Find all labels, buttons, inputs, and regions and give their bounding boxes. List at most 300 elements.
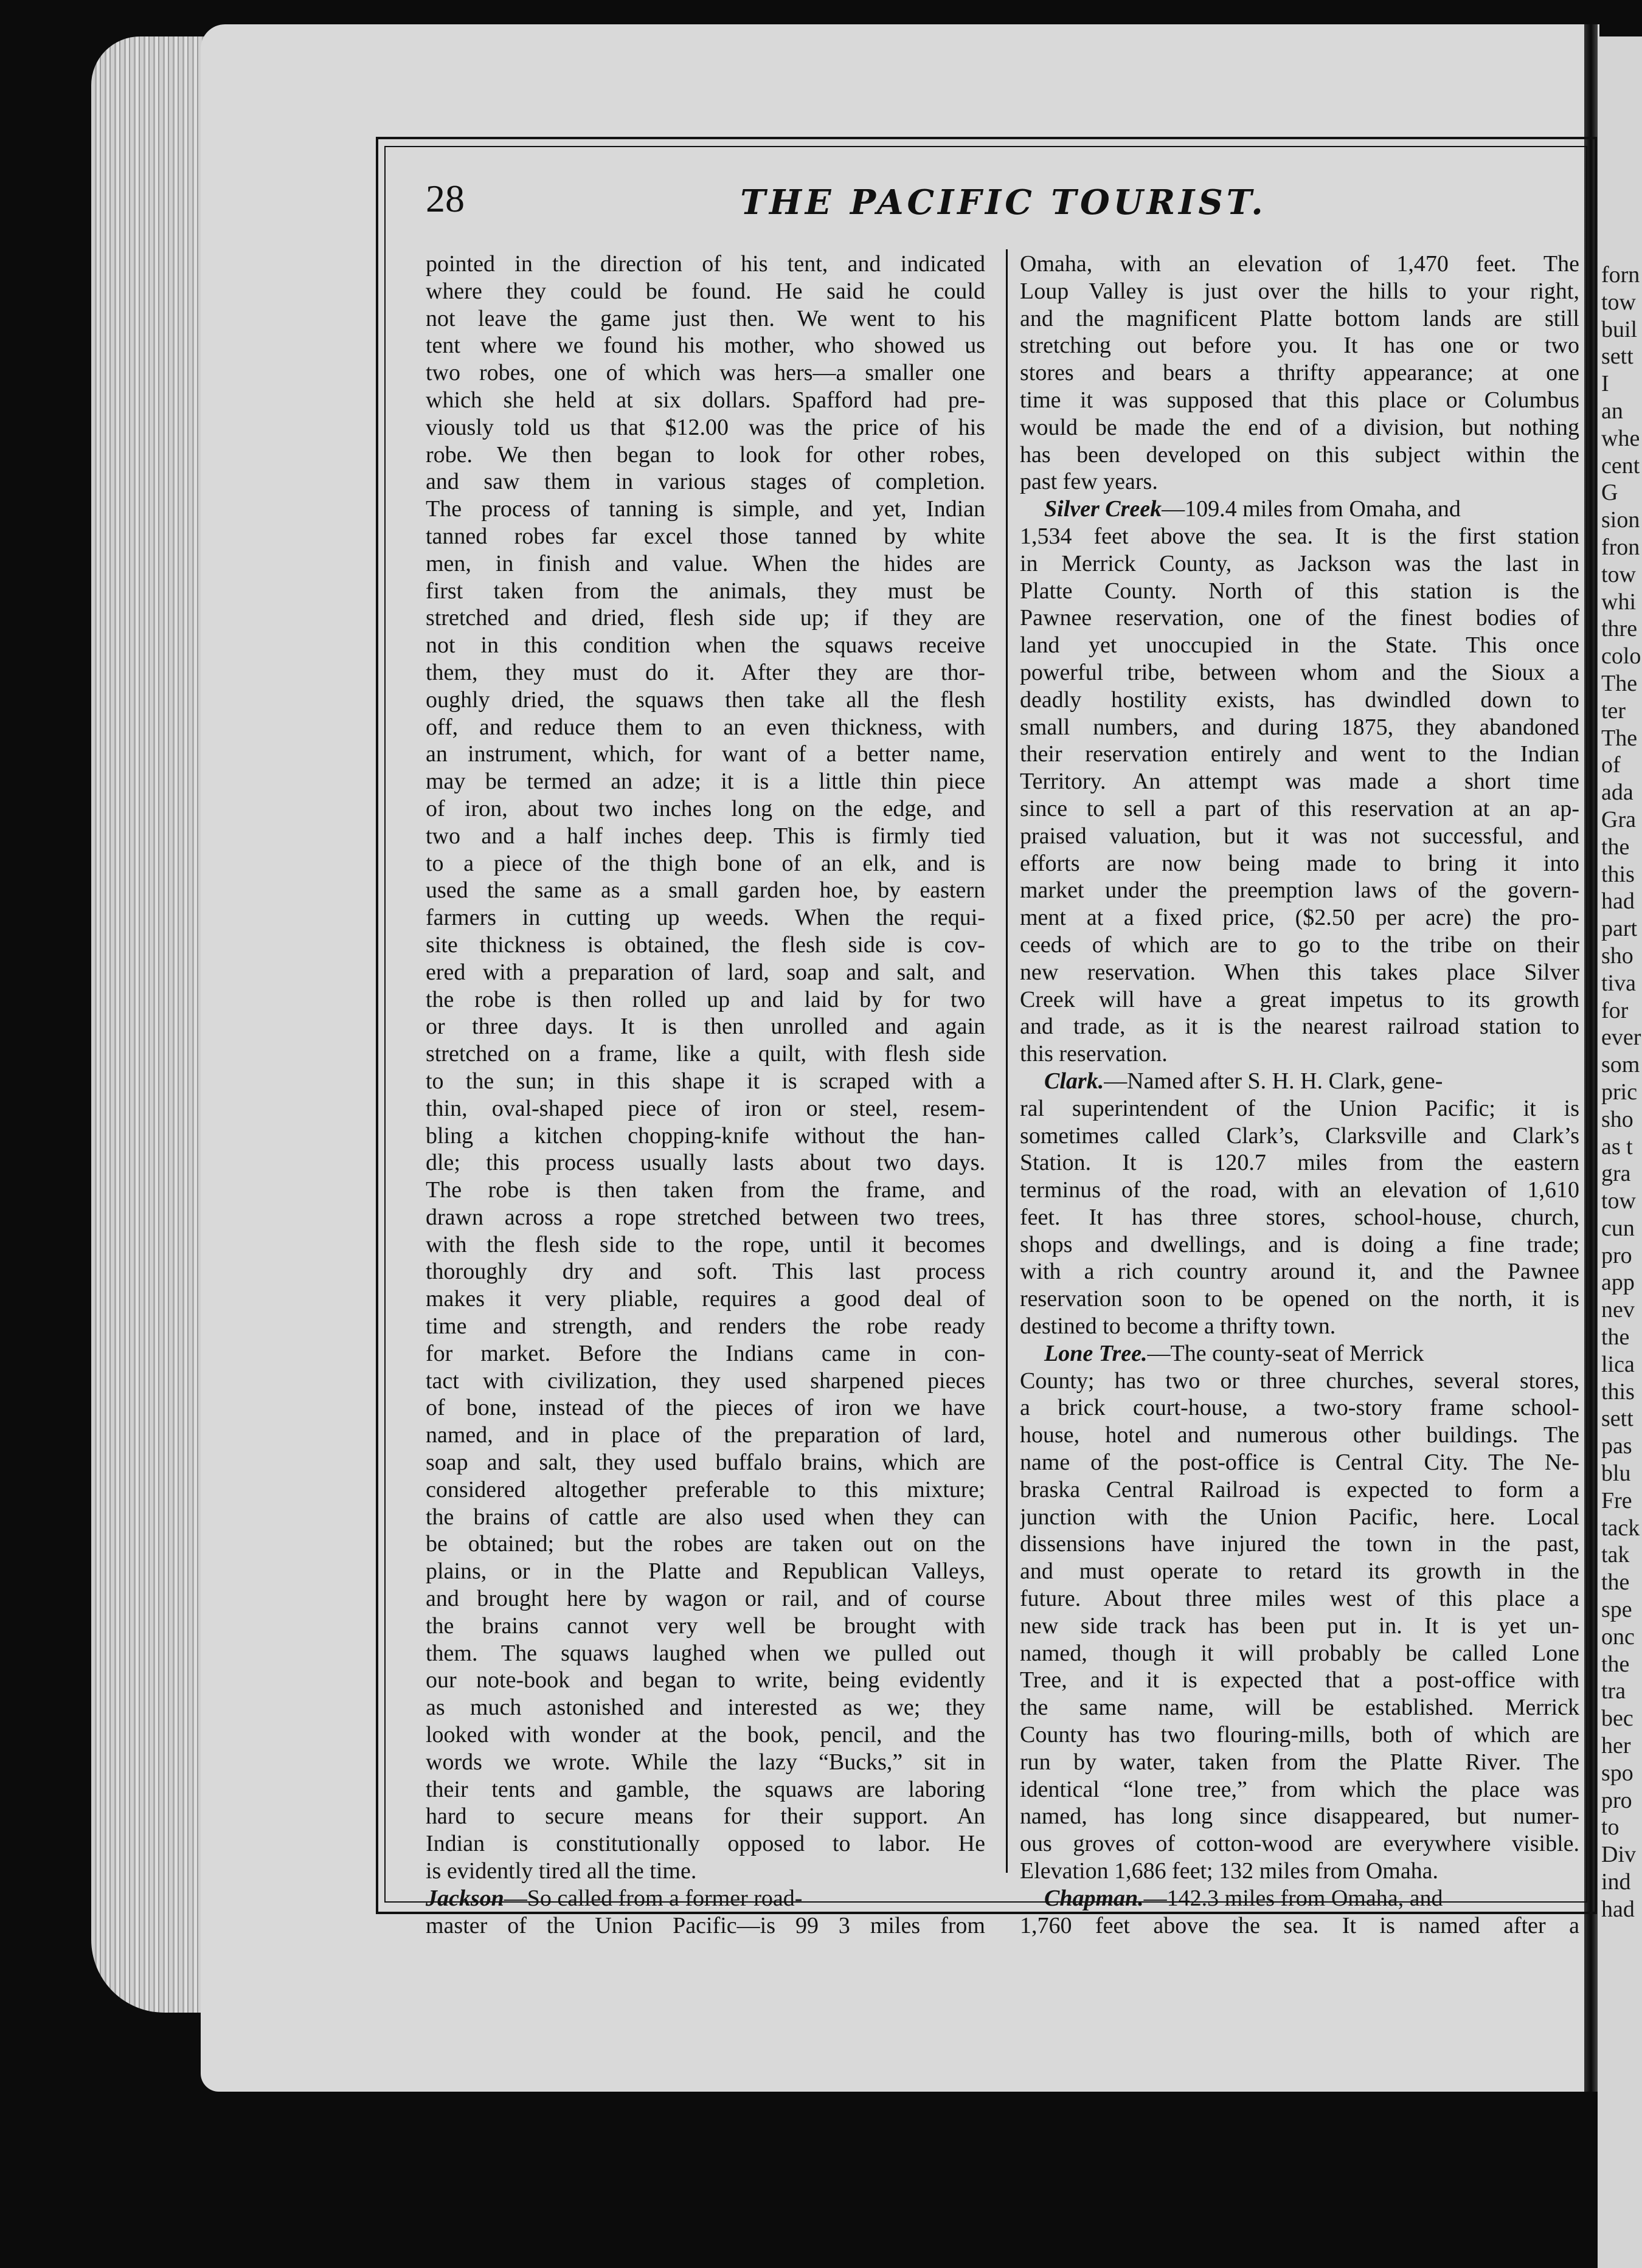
text-line xyxy=(426,1504,985,1531)
facing-page-word-fragment: G xyxy=(1601,480,1618,506)
text-run: not leave the game just then. We went to his xyxy=(426,305,985,331)
text-line xyxy=(426,959,985,986)
facing-page-word-fragment: the xyxy=(1601,834,1630,860)
text-line xyxy=(426,1830,985,1858)
entry-first-line xyxy=(1020,496,1579,523)
text-run: deadly hostility exists, has dwindled down to xyxy=(1020,686,1579,713)
entry-first-line xyxy=(426,1885,985,1912)
text-line xyxy=(426,768,985,795)
text-run: where they could be found. He said he could xyxy=(426,278,985,304)
text-line xyxy=(1020,251,1579,278)
text-run: and brought here by wagon or rail, and of course xyxy=(426,1586,985,1612)
facing-page-word-fragment: this xyxy=(1601,861,1635,887)
facing-page-word-fragment: Div xyxy=(1601,1842,1636,1868)
text-line xyxy=(426,1204,985,1231)
text-run: be obtained; but the robes are taken out on the xyxy=(426,1531,985,1557)
text-line xyxy=(426,1613,985,1640)
facing-page-word-fragment: tow xyxy=(1601,289,1636,315)
facing-page-word-fragment: som xyxy=(1601,1052,1640,1078)
facing-page-word-fragment: whi xyxy=(1601,589,1636,615)
text-line xyxy=(426,1285,985,1313)
text-line xyxy=(426,1694,985,1721)
facing-page-word-fragment: sho xyxy=(1601,942,1633,969)
entry-first-line xyxy=(1020,1340,1579,1367)
text-run: them, they must do it. After they are thor- xyxy=(426,659,985,685)
entry-heading: Chapman. xyxy=(1044,1885,1144,1911)
text-line xyxy=(1020,959,1579,986)
text-line xyxy=(426,823,985,850)
text-run: an instrument, which, for want of a better name, xyxy=(426,741,985,767)
text-run: off, and reduce them to an even thickness, with xyxy=(426,714,985,740)
text-run: braska Central Railroad is expected to form a xyxy=(1020,1476,1579,1502)
text-run: stretching out before you. It has one or two xyxy=(1020,333,1579,359)
text-line xyxy=(426,986,985,1014)
text-run: market under the preemption laws of the govern- xyxy=(1020,877,1579,904)
text-line xyxy=(1020,1313,1579,1340)
page-number: 28 xyxy=(426,177,465,220)
text-line xyxy=(426,1640,985,1667)
text-line xyxy=(426,741,985,768)
text-line xyxy=(426,1095,985,1122)
facing-page-word-fragment: The xyxy=(1601,670,1638,696)
text-line xyxy=(426,1231,985,1259)
facing-page-word-fragment: thre xyxy=(1601,616,1638,642)
text-line xyxy=(1020,1231,1579,1259)
text-run: Station. It is 120.7 miles from the eastern xyxy=(1020,1150,1579,1176)
facing-page-word-fragment: I xyxy=(1601,371,1609,397)
text-line xyxy=(1020,1912,1579,1940)
facing-page-word-fragment: tack xyxy=(1601,1515,1640,1541)
text-run: their tents and gamble, the squaws are laboring xyxy=(426,1776,985,1802)
text-run: praised valuation, but it was not successful, and xyxy=(1020,823,1579,849)
text-line xyxy=(1020,1504,1579,1531)
text-line xyxy=(1020,904,1579,932)
facing-page-word-fragment: Fre xyxy=(1601,1487,1632,1513)
text-line xyxy=(1020,332,1579,359)
text-run: named, though it will probably be called Lone xyxy=(1020,1640,1579,1666)
text-line xyxy=(1020,1204,1579,1231)
text-run: reservation soon to be opened on the north, it is xyxy=(1020,1286,1579,1312)
text-line xyxy=(426,1340,985,1367)
text-run: and must operate to retard its growth in the xyxy=(1020,1558,1579,1585)
text-run: men, in finish and value. When the hides are xyxy=(426,550,985,576)
left-column xyxy=(426,251,985,1939)
text-run: County; has two or three churches, several stores, xyxy=(1020,1367,1579,1394)
text-run: run by water, taken from the Platte River. The xyxy=(1020,1749,1579,1775)
text-line xyxy=(426,1858,985,1885)
facing-page-word-fragment: the xyxy=(1601,1569,1630,1596)
text-run: dissensions have injured the town in the past, xyxy=(1020,1531,1579,1557)
text-line xyxy=(1020,414,1579,441)
facing-page-word-fragment: colo xyxy=(1601,643,1641,669)
text-line xyxy=(1020,850,1579,877)
text-line xyxy=(1020,1367,1579,1395)
text-run: Territory. An attempt was made a short time xyxy=(1020,769,1579,795)
facing-page-word-fragment: of xyxy=(1601,752,1621,778)
facing-page-word-fragment: whe xyxy=(1601,425,1640,451)
facing-page-word-fragment: pro xyxy=(1601,1242,1632,1268)
facing-page-word-fragment: an xyxy=(1601,398,1623,424)
text-line xyxy=(1020,1476,1579,1504)
text-run: is evidently tired all the time. xyxy=(426,1858,697,1884)
text-run: The robe is then taken from the frame, and xyxy=(426,1177,985,1203)
facing-page-word-fragment: ada xyxy=(1601,780,1633,806)
text-run: feet. It has three stores, school-house, church, xyxy=(1020,1204,1579,1230)
facing-page-word-fragment: ind xyxy=(1601,1869,1631,1895)
right-column xyxy=(1020,251,1579,1939)
text-line xyxy=(426,1177,985,1204)
text-run: —109.4 miles from Omaha, and xyxy=(1162,496,1461,522)
facing-page-word-fragment: pric xyxy=(1601,1079,1638,1105)
text-line xyxy=(1020,1177,1579,1204)
facing-page-word-fragment: tow xyxy=(1601,1188,1636,1214)
text-run: house, hotel and numerous other buildings. The xyxy=(1020,1422,1579,1448)
text-run: The process of tanning is simple, and yet, Indian xyxy=(426,496,985,522)
text-run: as much astonished and interested as we; they xyxy=(426,1695,985,1721)
facing-page-word-fragment: gra xyxy=(1601,1161,1631,1187)
text-line xyxy=(1020,1803,1579,1830)
text-line xyxy=(1020,578,1579,605)
text-run: efforts are now being made to bring it into xyxy=(1020,850,1579,876)
text-run: stretched on a frame, like a quilt, with flesh side xyxy=(426,1041,985,1067)
facing-page-word-fragment: to xyxy=(1601,1814,1619,1841)
text-line xyxy=(426,523,985,550)
text-run: makes it very pliable, requires a good deal of xyxy=(426,1286,985,1312)
text-run: soap and salt, they used buffalo brains, which are xyxy=(426,1450,985,1476)
text-run: oughly dried, the squaws then take all the flesh xyxy=(426,686,985,713)
facing-page-word-fragment: pas xyxy=(1601,1433,1632,1459)
text-line xyxy=(426,359,985,387)
entry-first-line xyxy=(1020,1068,1579,1095)
facing-page-word-fragment: pro xyxy=(1601,1787,1632,1813)
facing-page-word-fragment: The xyxy=(1601,725,1638,751)
text-run: hard to secure means for their support. An xyxy=(426,1803,985,1830)
facing-page-word-fragment: buil xyxy=(1601,316,1638,342)
text-line xyxy=(426,332,985,359)
text-line xyxy=(426,1530,985,1558)
facing-page-word-fragment: spe xyxy=(1601,1597,1632,1623)
text-run: —The county-seat of Merrick xyxy=(1147,1340,1424,1366)
facing-page-fragment xyxy=(1598,36,1642,2268)
text-line xyxy=(1020,1394,1579,1422)
text-line xyxy=(1020,1749,1579,1776)
facing-page-word-fragment: part xyxy=(1601,916,1638,942)
text-line xyxy=(1020,1013,1579,1040)
text-run: ment at a fixed price, ($2.50 per acre) the pro- xyxy=(1020,905,1579,931)
facing-page-word-fragment: ter xyxy=(1601,697,1626,724)
text-line xyxy=(1020,1258,1579,1285)
facing-page-word-fragment: tiva xyxy=(1601,970,1636,996)
text-line xyxy=(426,1476,985,1504)
text-run: ous groves of cotton-wood are everywhere visible. xyxy=(1020,1831,1579,1857)
facing-page-word-fragment: forn xyxy=(1601,262,1640,288)
text-run: stores and bears a thrifty appearance; at one xyxy=(1020,360,1579,386)
text-run: dle; this process usually lasts about two days. xyxy=(426,1150,985,1176)
text-run: which she held at six dollars. Spafford had pre- xyxy=(426,387,985,413)
text-run: our note-book and began to write, being evidently xyxy=(426,1667,985,1693)
text-line xyxy=(426,1422,985,1449)
text-line xyxy=(426,1394,985,1422)
text-run: a brick court-house, a two-story frame school- xyxy=(1020,1395,1579,1421)
text-run: past few years. xyxy=(1020,469,1158,495)
text-run: and trade, as it is the nearest railroad station to xyxy=(1020,1014,1579,1040)
text-line xyxy=(426,1367,985,1395)
text-line xyxy=(1020,1585,1579,1613)
text-run: —So called from a former road- xyxy=(504,1885,803,1911)
text-line xyxy=(1020,877,1579,904)
text-run: time it was supposed that this place or Columbus xyxy=(1020,387,1579,413)
text-line xyxy=(1020,604,1579,632)
text-line xyxy=(426,1013,985,1040)
text-line xyxy=(1020,359,1579,387)
text-run: stretched and dried, flesh side up; if they are xyxy=(426,605,985,631)
text-run: of iron, about two inches long on the edge, and xyxy=(426,795,985,821)
text-run: 1,760 feet above the sea. It is named after a xyxy=(1020,1912,1579,1938)
text-run: powerful tribe, between whom and the Sioux a xyxy=(1020,659,1579,685)
text-run: used the same as a small garden hoe, by eastern xyxy=(426,877,985,904)
facing-page-word-fragment: the xyxy=(1601,1651,1630,1677)
text-line xyxy=(1020,1640,1579,1667)
text-line xyxy=(1020,1422,1579,1449)
text-run: tanned robes far excel those tanned by white xyxy=(426,523,985,549)
entry-heading: Silver Creek xyxy=(1044,496,1162,522)
text-line xyxy=(1020,1449,1579,1476)
text-line xyxy=(1020,278,1579,305)
facing-page-word-fragment: sett xyxy=(1601,344,1633,370)
facing-page-word-fragment: the xyxy=(1601,1324,1630,1350)
text-line xyxy=(426,1776,985,1803)
facing-page-word-fragment: spo xyxy=(1601,1760,1633,1786)
text-line xyxy=(426,441,985,469)
text-line xyxy=(1020,714,1579,741)
text-run: named, and in place of the preparation of lard, xyxy=(426,1422,985,1448)
text-run: small numbers, and during 1875, they abandoned xyxy=(1020,714,1579,740)
facing-page-word-fragment: had xyxy=(1601,1896,1635,1922)
text-run: pointed in the direction of his tent, and indicated xyxy=(426,251,985,277)
text-line xyxy=(426,632,985,659)
text-run: thin, oval-shaped piece of iron or steel, resem- xyxy=(426,1095,985,1121)
text-line xyxy=(426,414,985,441)
text-run: County has two flouring-mills, both of which are xyxy=(1020,1722,1579,1748)
text-line xyxy=(1020,1285,1579,1313)
text-run: this reservation. xyxy=(1020,1041,1168,1067)
text-line xyxy=(426,904,985,932)
facing-page-word-fragment: cun xyxy=(1601,1215,1635,1241)
text-run: shops and dwellings, and is doing a fine trade; xyxy=(1020,1231,1579,1257)
text-run: future. About three miles west of this place a xyxy=(1020,1586,1579,1612)
text-run: —Named after S. H. H. Clark, gene- xyxy=(1104,1068,1443,1094)
text-line xyxy=(1020,986,1579,1014)
text-run: terminus of the road, with an elevation of 1,610 xyxy=(1020,1177,1579,1203)
entry-heading: Clark. xyxy=(1044,1068,1104,1094)
text-run: site thickness is obtained, the flesh side is cov- xyxy=(426,932,985,958)
text-run: to a piece of the thigh bone of an elk, and is xyxy=(426,850,985,876)
text-run: 1,534 feet above the sea. It is the first station xyxy=(1020,523,1579,549)
text-line xyxy=(1020,1149,1579,1177)
text-line xyxy=(426,1558,985,1585)
facing-page-word-fragment: cent xyxy=(1601,452,1640,479)
text-line xyxy=(1020,1558,1579,1585)
text-line xyxy=(1020,741,1579,768)
text-run: plains, or in the Platte and Republican Valleys, xyxy=(426,1558,985,1585)
text-run: two robes, one of which was hers—a smaller one xyxy=(426,360,985,386)
text-run: sometimes called Clark’s, Clarksville and Clark’s xyxy=(1020,1122,1579,1149)
text-line xyxy=(426,1585,985,1613)
text-run: Tree, and it is expected that a post-office with xyxy=(1020,1667,1579,1693)
text-line xyxy=(1020,1667,1579,1694)
text-line xyxy=(1020,932,1579,959)
text-run: land yet unoccupied in the State. This once xyxy=(1020,632,1579,659)
text-run: their reservation entirely and went to the Indian xyxy=(1020,741,1579,767)
text-line xyxy=(1020,632,1579,659)
text-run: viously told us that $12.00 was the price of his xyxy=(426,414,985,440)
facing-page-word-fragment: fron xyxy=(1601,534,1640,560)
text-run: name of the post-office is Central City. The Ne- xyxy=(1020,1450,1579,1476)
text-line xyxy=(1020,1095,1579,1122)
text-run: farmers in cutting up weeds. When the requi- xyxy=(426,905,985,931)
text-run: junction with the Union Pacific, here. Local xyxy=(1020,1504,1579,1530)
text-line xyxy=(1020,1694,1579,1721)
text-run: Creek will have a great impetus to its growth xyxy=(1020,986,1579,1012)
text-run: new side track has been put in. It is yet un- xyxy=(1020,1613,1579,1639)
facing-page-word-fragment: lica xyxy=(1601,1351,1635,1377)
text-line xyxy=(426,686,985,714)
text-line xyxy=(1020,1776,1579,1803)
text-line xyxy=(1020,1613,1579,1640)
facing-page-word-fragment: her xyxy=(1601,1733,1631,1759)
text-run: with a rich country around it, and the Pawnee xyxy=(1020,1259,1579,1285)
facing-page-word-fragment: onc xyxy=(1601,1623,1635,1650)
text-line xyxy=(1020,1122,1579,1150)
running-head: THE PACIFIC TOURIST. xyxy=(740,182,1267,223)
text-run: thoroughly dry and soft. This last process xyxy=(426,1259,985,1285)
text-run: Elevation 1,686 feet; 132 miles from Omaha. xyxy=(1020,1858,1439,1884)
text-run: new reservation. When this takes place Silver xyxy=(1020,959,1579,985)
text-line xyxy=(426,604,985,632)
text-run: named, has long since disappeared, but numer- xyxy=(1020,1803,1579,1830)
text-run: since to sell a part of this reservation at an ap- xyxy=(1020,795,1579,821)
facing-page-word-fragment: sho xyxy=(1601,1106,1633,1132)
text-run: robe. We then began to look for other robes, xyxy=(426,441,985,468)
text-run: —142.3 miles from Omaha, and xyxy=(1143,1885,1443,1911)
text-run: tent where we found his mother, who showed us xyxy=(426,333,985,359)
text-run: the same name, will be established. Merrick xyxy=(1020,1695,1579,1721)
facing-page-word-fragment: Gra xyxy=(1601,806,1636,832)
text-line xyxy=(1020,795,1579,823)
text-run: Omaha, with an elevation of 1,470 feet. The xyxy=(1020,251,1579,277)
text-line xyxy=(426,251,985,278)
text-line xyxy=(426,496,985,523)
text-run: and the magnificent Platte bottom lands are still xyxy=(1020,305,1579,331)
text-line xyxy=(1020,1721,1579,1749)
text-line xyxy=(426,1912,985,1940)
text-run: the brains of cattle are also used when they can xyxy=(426,1504,985,1530)
text-run: ered with a preparation of lard, soap and salt, and xyxy=(426,959,985,985)
facing-page-word-fragment: app xyxy=(1601,1270,1635,1296)
text-run: of bone, instead of the pieces of iron we have xyxy=(426,1395,985,1421)
text-run: Platte County. North of this station is the xyxy=(1020,578,1579,604)
text-run: the robe is then rolled up and laid by for two xyxy=(426,986,985,1012)
text-line xyxy=(426,550,985,578)
text-line xyxy=(426,714,985,741)
facing-page-word-fragment: tak xyxy=(1601,1542,1630,1568)
entry-heading: Jackson xyxy=(426,1885,504,1911)
text-line xyxy=(426,1721,985,1749)
text-run: would be made the end of a division, but nothing xyxy=(1020,414,1579,440)
facing-page-word-fragment: this xyxy=(1601,1378,1635,1405)
text-line xyxy=(1020,659,1579,686)
facing-page-word-fragment: nev xyxy=(1601,1297,1635,1323)
text-line xyxy=(426,1040,985,1068)
facing-page-word-fragment: for xyxy=(1601,997,1629,1023)
text-line xyxy=(426,659,985,686)
facing-page-word-fragment: sett xyxy=(1601,1406,1633,1432)
text-run: has been developed on this subject within the xyxy=(1020,441,1579,468)
text-run: may be termed an adze; it is a little thin piece xyxy=(426,769,985,795)
text-run: looked with wonder at the book, pencil, and the xyxy=(426,1722,985,1748)
text-run: in Merrick County, as Jackson was the last in xyxy=(1020,550,1579,576)
text-line xyxy=(426,305,985,333)
facing-page-word-fragment: as t xyxy=(1601,1133,1633,1160)
text-run: considered altogether preferable to this mixture; xyxy=(426,1476,985,1502)
text-run: the brains cannot very well be brought with xyxy=(426,1613,985,1639)
text-run: master of the Union Pacific—is 99 3 miles from xyxy=(426,1912,985,1938)
text-line xyxy=(1020,823,1579,850)
text-line xyxy=(426,1258,985,1285)
text-run: for market. Before the Indians came in con- xyxy=(426,1340,985,1366)
text-line xyxy=(426,1449,985,1476)
text-line xyxy=(426,877,985,904)
text-run: destined to become a thrifty town. xyxy=(1020,1313,1336,1340)
text-run: drawn across a rope stretched between two trees, xyxy=(426,1204,985,1230)
facing-page-word-fragment: had xyxy=(1601,888,1635,914)
text-run: two and a half inches deep. This is firmly tied xyxy=(426,823,985,849)
text-run: Loup Valley is just over the hills to your right, xyxy=(1020,278,1579,304)
text-line xyxy=(1020,1530,1579,1558)
text-line xyxy=(426,1667,985,1694)
text-line xyxy=(1020,305,1579,333)
text-run: bling a kitchen chopping-knife without the han- xyxy=(426,1122,985,1149)
text-line xyxy=(1020,441,1579,469)
text-line xyxy=(1020,523,1579,550)
text-line xyxy=(426,578,985,605)
text-line xyxy=(426,1149,985,1177)
facing-page-word-fragment: tow xyxy=(1601,561,1636,587)
text-line xyxy=(426,932,985,959)
facing-page-word-fragment: sion xyxy=(1601,507,1640,533)
text-line xyxy=(426,795,985,823)
text-line xyxy=(1020,1858,1579,1885)
entry-first-line xyxy=(1020,1885,1579,1912)
text-line xyxy=(426,387,985,414)
text-line xyxy=(1020,1830,1579,1858)
text-line xyxy=(426,278,985,305)
text-line xyxy=(1020,550,1579,578)
text-run: Pawnee reservation, one of the finest bodies of xyxy=(1020,605,1579,631)
text-line xyxy=(1020,1040,1579,1068)
text-line xyxy=(426,1313,985,1340)
text-line xyxy=(426,1068,985,1095)
facing-page-word-fragment: tra xyxy=(1601,1678,1626,1704)
text-line xyxy=(426,850,985,877)
text-line xyxy=(426,1749,985,1776)
text-run: not in this condition when the squaws receive xyxy=(426,632,985,659)
text-line xyxy=(426,468,985,496)
text-run: or three days. It is then unrolled and again xyxy=(426,1014,985,1040)
facing-page-word-fragment: blu xyxy=(1601,1461,1631,1487)
text-run: ral superintendent of the Union Pacific; it is xyxy=(1020,1095,1579,1121)
text-run: first taken from the animals, they must be xyxy=(426,578,985,604)
